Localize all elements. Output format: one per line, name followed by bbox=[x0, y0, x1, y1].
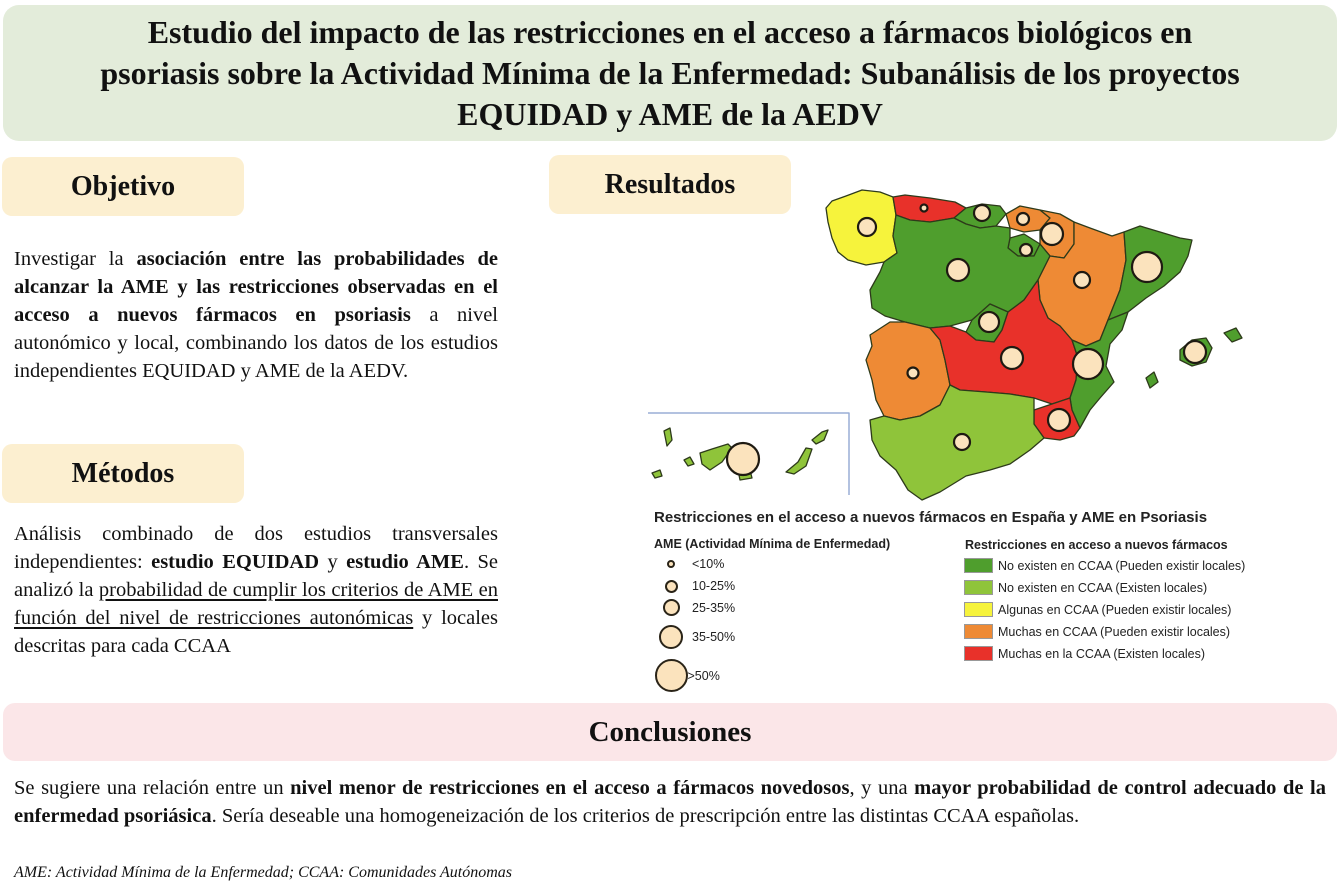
footnote: AME: Actividad Mínima de la Enfermedad; CCAA: Comunidades Autónomas bbox=[14, 864, 513, 881]
resultados-header: Resultados bbox=[549, 155, 791, 214]
ame-legend-item bbox=[659, 625, 735, 649]
bubble-madrid bbox=[979, 312, 999, 332]
ame-legend-item bbox=[655, 659, 720, 692]
poster-title: Estudio del impacto de las restricciones en el acceso a fármacos biológicos en psoriasis sobre la Actividad Mínima de la Enfermedad: Subanálisis de los proyectos EQUIDAD y AME de la AEDV bbox=[100, 13, 1240, 132]
metodos-text bbox=[14, 520, 498, 660]
bubble-canarias bbox=[727, 443, 759, 475]
bubble-castilla-la-mancha bbox=[1001, 347, 1023, 369]
conclusiones-header: Conclusiones bbox=[3, 703, 1337, 761]
ame-legend-label: 25-35% bbox=[692, 600, 736, 615]
restriction-legend-label: No existen en CCAA (Existen locales) bbox=[998, 580, 1208, 595]
text-run: mayor probabilidad de control adecuado de la enfermedad psoriásica bbox=[14, 777, 1326, 827]
ame-legend-label: 35-50% bbox=[692, 630, 736, 644]
ame-legend-item bbox=[665, 579, 736, 593]
restriction-legend-title: Restricciones en acceso a nuevos fármacos bbox=[965, 538, 1228, 552]
text-run: estudio AME bbox=[346, 551, 464, 573]
text-run: Análisis combinado de dos estudios transversales independientes: bbox=[14, 523, 498, 573]
restriction-legend-item bbox=[964, 646, 1205, 661]
ame-legend-title: AME (Actividad Mínima de Enfermedad) bbox=[654, 537, 891, 551]
bubble-size-icon bbox=[663, 599, 680, 616]
bubble-valencia bbox=[1073, 349, 1103, 379]
bubble-baleares bbox=[1184, 341, 1206, 363]
ame-legend-label: 10-25% bbox=[692, 579, 736, 593]
bubble-size-icon bbox=[667, 560, 675, 568]
restriction-legend-label: Muchas en la CCAA (Existen locales) bbox=[998, 646, 1206, 661]
color-swatch-icon bbox=[964, 624, 993, 639]
bubble-cataluna bbox=[1132, 252, 1162, 282]
text-run: , y una bbox=[849, 777, 915, 799]
region-canarias-lanzarote bbox=[812, 430, 828, 444]
region-canarias-lapalma bbox=[664, 428, 672, 446]
text-run: nivel menor de restricciones en el acceso a fármacos novedosos bbox=[290, 777, 850, 799]
restriction-legend-label: Algunas en CCAA (Pueden existir locales) bbox=[998, 602, 1232, 617]
objetivo-header: Objetivo bbox=[2, 157, 244, 216]
region-canarias-fuerteventura bbox=[786, 448, 812, 474]
bubble-navarra bbox=[1041, 223, 1063, 245]
bubble-asturias bbox=[921, 205, 928, 212]
bubble-size-icon bbox=[659, 625, 683, 649]
spain-restrictions-map bbox=[640, 185, 1340, 505]
restriction-legend-item bbox=[964, 624, 1230, 639]
bubble-cantabria bbox=[974, 205, 990, 221]
map-title: Restricciones en el acceso a nuevos fármacos en España y AME en Psoriasis bbox=[654, 509, 1208, 526]
bubble-size-icon bbox=[665, 580, 678, 593]
bubble-size-icon bbox=[655, 659, 688, 692]
restriction-legend-label: Muchas en CCAA (Pueden existir locales) bbox=[998, 624, 1231, 639]
bubble-galicia bbox=[858, 218, 876, 236]
text-run: Se sugiere una relación entre un bbox=[14, 777, 291, 799]
bubble-andalucia bbox=[954, 434, 970, 450]
restriction-legend-item bbox=[964, 558, 1245, 573]
bubble-la-rioja bbox=[1020, 244, 1032, 256]
text-run: y bbox=[319, 551, 347, 573]
region-canarias-hierro bbox=[652, 470, 662, 478]
ame-legend-item bbox=[663, 599, 736, 616]
restriction-legend-label: No existen en CCAA (Pueden existir locales) bbox=[998, 558, 1246, 573]
text-run: estudio EQUIDAD bbox=[151, 551, 320, 573]
text-run: Investigar la bbox=[14, 248, 137, 270]
color-swatch-icon bbox=[964, 602, 993, 617]
objetivo-text bbox=[14, 245, 498, 385]
ame-legend-label: <10% bbox=[692, 557, 725, 571]
restriction-legend-item bbox=[964, 580, 1207, 595]
bubble-extremadura bbox=[908, 368, 919, 379]
color-swatch-icon bbox=[964, 558, 993, 573]
text-run: . Se analizó la bbox=[14, 551, 499, 601]
metodos-header: Métodos bbox=[2, 444, 244, 503]
conclusiones-text bbox=[14, 774, 1326, 830]
bubble-castilla-leon bbox=[947, 259, 969, 281]
text-run: asociación entre las probabilidades de alcanzar la AME y las restricciones observadas en el acceso a nuevos fármacos en psoriasis bbox=[14, 248, 498, 326]
restriction-legend-item bbox=[964, 602, 1231, 617]
text-run: a nivel autonómico y local, combinando los datos de los estudios independientes EQUIDAD y AME de la AEDV. bbox=[14, 304, 498, 382]
ame-legend-label: >50% bbox=[687, 668, 720, 683]
region-canarias-gomera bbox=[684, 457, 694, 466]
text-run: . Sería deseable una homogeneización de los criterios de prescripción entre las distintas CCAA españolas. bbox=[211, 805, 1080, 827]
text-run: probabilidad de cumplir los criterios de AME en función del nivel de restricciones autonómicas bbox=[14, 579, 498, 629]
ame-legend-item bbox=[667, 557, 724, 571]
bubble-murcia bbox=[1048, 409, 1070, 431]
text-run: y locales descritas para cada CCAA bbox=[14, 607, 498, 657]
color-swatch-icon bbox=[964, 580, 993, 595]
color-swatch-icon bbox=[964, 646, 993, 661]
poster-title-banner bbox=[3, 5, 1337, 141]
bubble-pais-vasco bbox=[1017, 213, 1029, 225]
region-baleares-menorca bbox=[1224, 328, 1242, 342]
region-baleares-ibiza bbox=[1146, 372, 1158, 388]
bubble-aragon bbox=[1074, 272, 1090, 288]
